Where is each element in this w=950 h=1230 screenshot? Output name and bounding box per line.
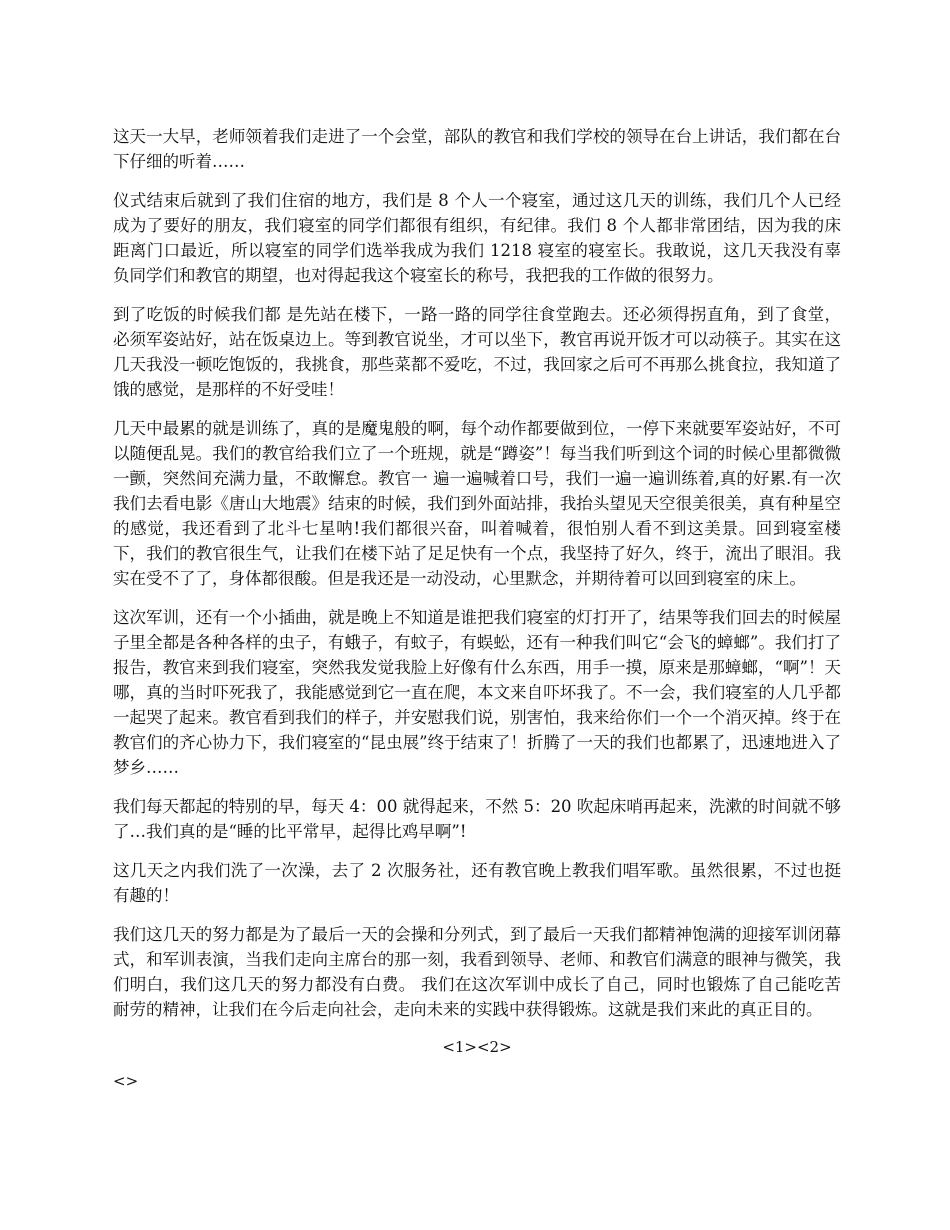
page-navigation[interactable]: <1><2>: [442, 1038, 512, 1056]
paragraph-2: 仪式结束后就到了我们住宿的地方，我们是 8 个人一个寝室，通过这几天的训练，我们几个人已经成为了要好的朋友，我们寝室的同学们都很有组织，有纪律。我们 8 个人都非常团结，因为我的床距离门口最近，所以寝室的同学们选举我成为我们 1218 寝室的寝室长。我敢说，这几天我没有辜负同学们和教官的期望，也对得起我这个寝室长的称号，我把我的工作做的很努力。: [113, 191, 841, 285]
document-body: [113, 124, 841, 1092]
paragraph-1: 这天一大早，老师领着我们走进了一个会堂，部队的教官和我们学校的领导在台上讲话，我们都在台下仔细的听着……: [113, 127, 841, 171]
paragraph-8: 我们这几天的努力都是为了最后一天的会操和分列式，到了最后一天我们都精神饱满的迎接军训闭幕式，和军训表演，当我们走向主席台的那一刻，我看到领导、老师、和教官们满意的眼神与微笑，我们明白，我们这几天的努力都没有白费。 我们在这次军训中成长了自己，同时也锻炼了自己能吃苦耐劳的精神，让我们在今后走向社会，走向未来的实践中获得锻炼。这就是我们来此的真正目的。: [113, 925, 841, 1019]
paragraph-3: 到了吃饭的时候我们都 是先站在楼下，一路一路的同学往食堂跑去。还必须得拐直角，到了食堂，必须军姿站好，站在饭桌边上。等到教官说坐，才可以坐下，教官再说开饭才可以动筷子。其实在这几天我没一顿吃饱饭的，我挑食，那些菜都不爱吃，不过，我回家之后可不再那么挑食拉，我知道了饿的感觉，是那样的不好受哇！: [113, 305, 841, 399]
trailing-marker: <>: [113, 1072, 139, 1090]
paragraph-5: 这次军训，还有一个小插曲，就是晚上不知道是谁把我们寝室的灯打开了，结果等我们回去的时候屋子里全都是各种各样的虫子，有蛾子，有蚊子，有蜈蚣，还有一种我们叫它“会飞的蟑螂”。我们打了报告，教官来到我们寝室，突然我发觉我脸上好像有什么东西，用手一摸，原来是那蟑螂，“啊”！天哪，真的当时吓死我了，我能感觉到它一直在爬，本文来自吓坏我了。不一会，我们寝室的人几乎都一起哭了起来。教官看到我们的样子，并安慰我们说，别害怕，我来给你们一个一个消灭掉。终于在教官们的齐心协力下，我们寝室的“昆虫展”终于结束了！折腾了一天的我们也都累了，迅速地进入了梦乡……: [113, 608, 841, 777]
paragraph-7: 这几天之内我们洗了一次澡，去了 2 次服务社，还有教官晚上教我们唱军歌。虽然很累，不过也挺有趣的！: [113, 861, 841, 905]
paragraph-6: 我们每天都起的特别的早，每天 4：00 就得起来，不然 5：20 吹起床哨再起来，洗漱的时间就不够了…我们真的是“睡的比平常早，起得比鸡早啊”!: [113, 797, 841, 841]
paragraph-4: 几天中最累的就是训练了，真的是魔鬼般的啊，每个动作都要做到位，一停下来就要军姿站好，不可以随便乱晃。我们的教官给我们立了一个班规，就是“蹲姿”！每当我们听到这个词的时候心里都微微一颤，突然间充满力量，不敢懈怠。教官一 遍一遍喊着口号，我们一遍一遍训练着,真的好累.有一次我们去看电影《唐山大地震》结束的时候，我们到外面站排，我抬头望见天空很美很美，真有种星空的感觉，我还看到了北斗七星呐!我们都很兴奋，叫着喊着，很怕别人看不到这美景。回到寝室楼下，我们的教官很生气，让我们在楼下站了足足快有一个点，我坚持了好久，终于，流出了眼泪。我实在受不了了，身体都很酸。但是我还是一动没动，心里默念，并期待着可以回到寝室的床上。: [113, 419, 841, 588]
